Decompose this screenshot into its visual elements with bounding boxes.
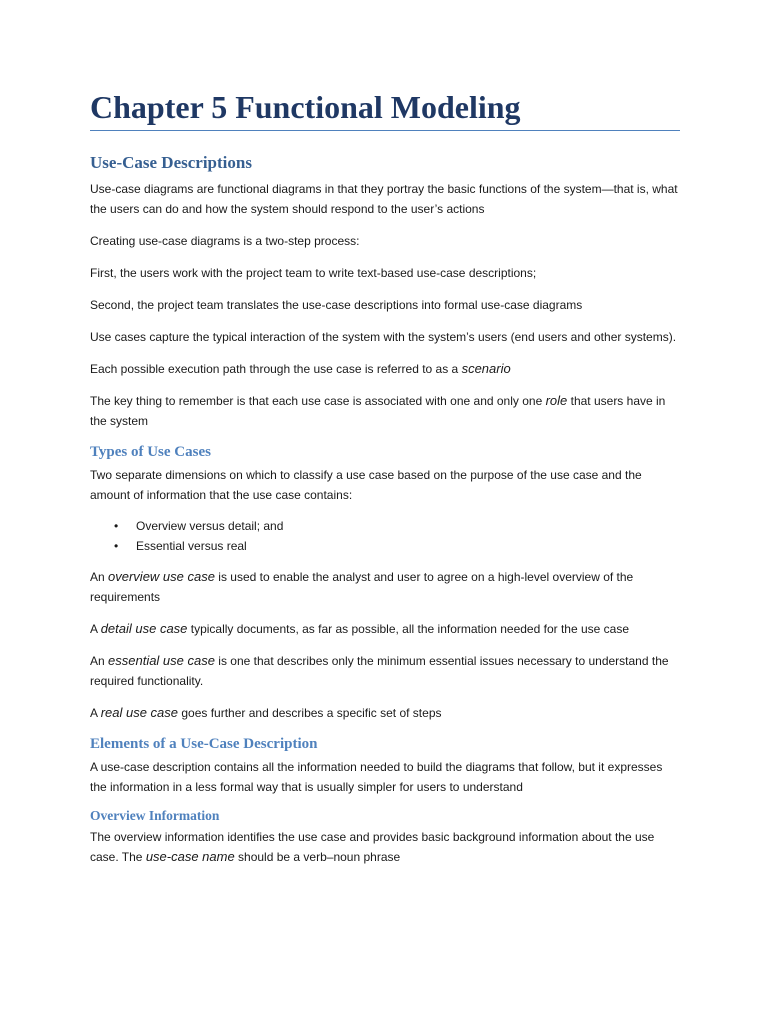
text: typically documents, as far as possible, all the information needed for the use case [187, 621, 629, 636]
text: The key thing to remember is that each use case is associated with one and only one [90, 393, 546, 408]
term-detail-use-case: detail use case [100, 620, 188, 636]
paragraph-detail-use-case [90, 619, 680, 639]
term-real-use-case: real use case [100, 704, 179, 720]
paragraph-overview-use-case [90, 567, 680, 607]
bullet-list [90, 516, 680, 556]
paragraph-role [90, 391, 680, 431]
paragraph-use-case-name [90, 827, 680, 867]
list-item [114, 536, 680, 556]
paragraph: Second, the project team translates the use-case descriptions into formal use-case diagrams [90, 297, 583, 312]
list-item-text: Overview versus detail; and [136, 518, 284, 533]
document-page [90, 88, 680, 879]
paragraph-essential-use-case [90, 651, 680, 691]
paragraph: Creating use-case diagrams is a two-step process: [90, 233, 360, 248]
heading-overview-information: Overview Information [90, 807, 220, 823]
text: is one that describes only the minimum essential issues necessary to understand the required functionality. [90, 653, 669, 688]
term-overview-use-case: overview use case [108, 568, 215, 584]
text: should be a verb–noun phrase [234, 849, 401, 864]
text: A [90, 621, 101, 636]
term-role: role [545, 392, 568, 408]
text: The overview information identifies the use case and provides basic background information about the use case. The [90, 829, 655, 864]
term-use-case-name: use-case name [145, 848, 235, 864]
page-title: Chapter 5 Functional Modeling [90, 89, 521, 125]
list-item-text: Essential versus real [136, 538, 247, 553]
text: A [90, 705, 101, 720]
term-scenario: scenario [461, 360, 511, 376]
text: goes further and describes a specific set of steps [178, 705, 442, 720]
bullet-icon: • [114, 538, 119, 553]
paragraph: First, the users work with the project team to write text-based use-case descriptions; [90, 265, 537, 280]
text: Each possible execution path through the use case is referred to as a [90, 361, 462, 376]
title-underline [90, 130, 680, 131]
paragraph: Use cases capture the typical interaction of the system with the system’s users (end users and other systems). [90, 329, 677, 344]
paragraph-real-use-case [90, 703, 680, 723]
text: that users have in the system [90, 393, 666, 428]
paragraph: Use-case diagrams are functional diagrams in that they portray the basic functions of the system—that is, what the users can do and how the system should respond to the user’s actions [90, 181, 678, 216]
list-item [114, 516, 680, 536]
bullet-icon: • [114, 518, 119, 533]
term-essential-use-case: essential use case [108, 652, 215, 668]
paragraph: Two separate dimensions on which to classify a use case based on the purpose of the use case and the amount of information that the use case contains: [90, 467, 642, 502]
heading-elements-of-use-case-description: Elements of a Use-Case Description [90, 735, 318, 752]
text: is used to enable the analyst and user to agree on a high-level overview of the requirements [90, 569, 634, 604]
paragraph-scenario [90, 359, 680, 379]
text: An [90, 569, 109, 584]
paragraph: A use-case description contains all the information needed to build the diagrams that follow, but it expresses the information in a less formal way that is usually simpler for users to understand [90, 759, 663, 794]
heading-types-of-use-cases: Types of Use Cases [90, 443, 211, 460]
text: An [90, 653, 109, 668]
heading-use-case-descriptions: Use-Case Descriptions [90, 153, 252, 173]
